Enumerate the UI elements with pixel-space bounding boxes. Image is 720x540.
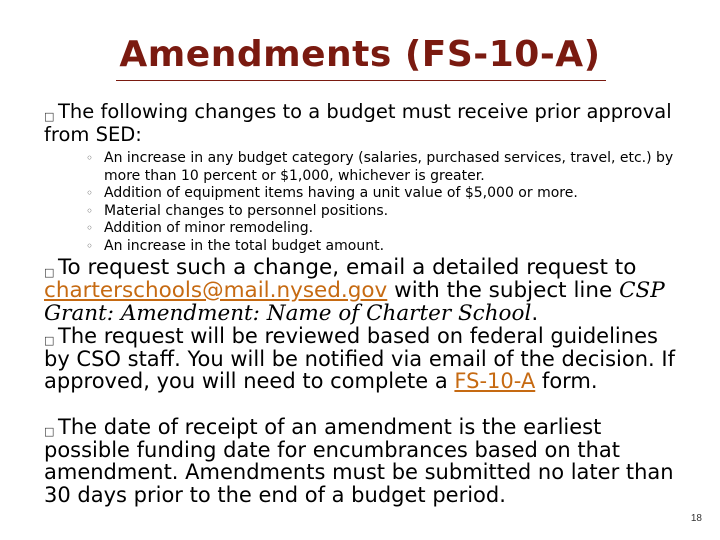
bullet-receipt-date: □ The date of receipt of an amendment is the earliest possible funding date for encumbrances based on that amendment. Amendments must be submitted no later than 30 days prior to the end of a budget period. <box>44 415 674 507</box>
square-bullet-icon: □ <box>44 110 55 123</box>
circle-bullet-icon: ◦ <box>86 238 94 253</box>
title-divider <box>116 80 606 81</box>
circle-bullet-icon: ◦ <box>86 221 94 235</box>
list-item: ◦ Material changes to personnel positions. <box>86 202 389 219</box>
circle-bullet-icon: ◦ <box>86 151 94 165</box>
square-bullet-icon: □ <box>44 425 55 438</box>
fs-10-a-form-link[interactable]: FS-10-A <box>454 369 536 393</box>
bullet-request-change: □ To request such a change, email a detailed request to charterschools@mail.nysed.gov with the subject line CSP Grant: Amendment: Name of Charter School. <box>44 255 665 326</box>
square-bullet-icon: □ <box>44 266 55 279</box>
bullet-review-process: □ The request will be reviewed based on federal guidelines by CSO staff. You will be notified via email of the decision. If approved, you will need to complete a FS-10-A form. <box>44 324 675 393</box>
square-bullet-icon: □ <box>44 334 55 347</box>
list-item: ◦ An increase in the total budget amount. <box>86 237 385 254</box>
sub-bullet-list <box>86 150 686 255</box>
email-link[interactable]: charterschools@mail.nysed.gov <box>44 278 388 303</box>
circle-bullet-icon: ◦ <box>86 203 94 218</box>
slide-title: Amendments (FS-10-A) <box>119 34 601 75</box>
circle-bullet-icon: ◦ <box>86 186 94 200</box>
list-item: ◦ Addition of equipment items having a unit value of $5,000 or more. <box>86 185 578 201</box>
list-item: ◦ An increase in any budget category (salaries, purchased services, travel, etc.) by more than 10 percent or $1,000, whichever is greater. <box>86 150 674 184</box>
page-number: 18 <box>690 513 702 524</box>
bullet-approval-intro <box>44 100 689 146</box>
list-item: ◦ Addition of minor remodeling. <box>86 220 314 236</box>
subject-line-text: CSP Grant: Amendment: Name of Charter School <box>44 278 665 326</box>
bullet-text: The following changes to a budget must receive prior approval from SED: <box>44 100 672 146</box>
